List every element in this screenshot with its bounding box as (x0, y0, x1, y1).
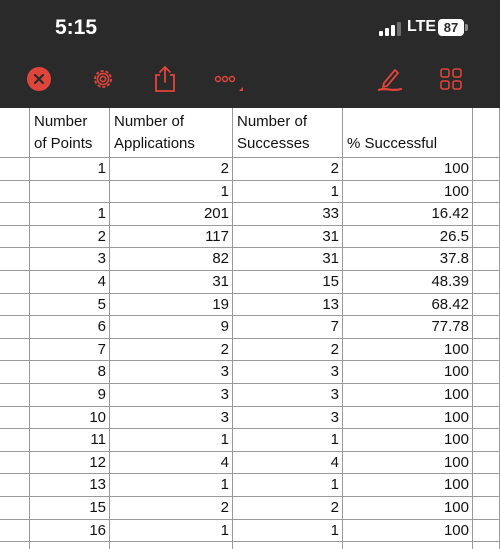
row-header-cell[interactable] (0, 316, 30, 339)
table-cell[interactable]: 13 (233, 294, 343, 317)
row-header-cell[interactable] (0, 497, 30, 520)
table-cell[interactable]: 31 (233, 226, 343, 249)
table-cell[interactable]: 31 (233, 248, 343, 271)
table-cell[interactable]: 8 (30, 361, 110, 384)
empty-cell[interactable] (473, 203, 500, 226)
table-cell[interactable]: 13 (30, 474, 110, 497)
row-header-cell[interactable] (0, 226, 30, 249)
table-cell[interactable]: 5 (30, 294, 110, 317)
row-header-cell[interactable] (0, 203, 30, 226)
table-cell[interactable]: 3 (30, 248, 110, 271)
table-cell[interactable]: 1 (30, 158, 110, 181)
table-cell[interactable]: 77.78 (343, 316, 473, 339)
table-cell[interactable]: 2 (110, 497, 233, 520)
table-cell[interactable]: 3 (233, 384, 343, 407)
empty-cell[interactable] (473, 361, 500, 384)
empty-cell[interactable] (473, 474, 500, 497)
table-cell[interactable] (30, 542, 110, 549)
row-header-cell[interactable] (0, 384, 30, 407)
table-cell[interactable]: 9 (30, 384, 110, 407)
empty-cell[interactable] (473, 271, 500, 294)
table-cell[interactable]: 1 (110, 181, 233, 204)
table-cell[interactable]: 3 (110, 361, 233, 384)
network-label: LTE (407, 18, 437, 35)
column-header-line: Number of (114, 113, 185, 130)
battery-tip (465, 24, 468, 31)
close-button[interactable] (24, 64, 54, 94)
table-cell[interactable]: 2 (30, 226, 110, 249)
table-cell[interactable]: 4 (110, 452, 233, 475)
column-header[interactable] (233, 108, 343, 158)
close-icon (26, 66, 52, 92)
table-cell[interactable]: 1 (30, 203, 110, 226)
row-header-cell[interactable] (0, 248, 30, 271)
table-cell[interactable] (110, 542, 233, 549)
row-header-cell[interactable] (0, 361, 30, 384)
table-cell[interactable]: 117 (110, 226, 233, 249)
table-cell[interactable]: 100 (343, 497, 473, 520)
empty-cell[interactable] (473, 226, 500, 249)
table-cell[interactable] (343, 542, 473, 549)
table-cell[interactable]: 7 (233, 316, 343, 339)
empty-cell[interactable] (473, 181, 500, 204)
row-header-cell[interactable] (0, 474, 30, 497)
annotate-button[interactable] (375, 64, 405, 94)
table-cell[interactable]: 2 (233, 158, 343, 181)
row-header-cell[interactable] (0, 407, 30, 430)
row-header-cell[interactable] (0, 452, 30, 475)
column-header-line: of Points (34, 135, 93, 152)
table-cell[interactable]: 15 (30, 497, 110, 520)
column-header-line: Number of (237, 113, 308, 130)
table-cell[interactable]: 1 (233, 181, 343, 204)
spreadsheet-table[interactable] (0, 108, 500, 549)
table-cell[interactable]: 1 (233, 520, 343, 543)
table-cell[interactable]: 3 (233, 361, 343, 384)
table-cell[interactable]: 9 (110, 316, 233, 339)
table-cell[interactable] (30, 181, 110, 204)
signal-icon (379, 20, 401, 36)
column-header[interactable] (343, 108, 473, 158)
grid-icon (438, 66, 464, 92)
table-cell[interactable]: 48.39 (343, 271, 473, 294)
table-cell[interactable]: 100 (343, 520, 473, 543)
empty-cell[interactable] (473, 452, 500, 475)
empty-cell[interactable] (473, 248, 500, 271)
table-cell[interactable]: 2 (110, 339, 233, 362)
share-icon (152, 65, 178, 93)
table-cell[interactable]: 19 (110, 294, 233, 317)
empty-cell[interactable] (473, 384, 500, 407)
empty-cell[interactable] (473, 158, 500, 181)
row-header-cell[interactable] (0, 271, 30, 294)
table-cell[interactable]: 2 (233, 497, 343, 520)
empty-cell[interactable] (473, 108, 500, 158)
row-header-cell[interactable] (0, 520, 30, 543)
table-cell[interactable]: 16 (30, 520, 110, 543)
table-cell[interactable]: 100 (343, 181, 473, 204)
row-header-cell[interactable] (0, 158, 30, 181)
table-cell[interactable]: 68.42 (343, 294, 473, 317)
table-cell[interactable]: 1 (233, 474, 343, 497)
row-header-cell[interactable] (0, 339, 30, 362)
table-cell[interactable]: 2 (110, 158, 233, 181)
table-cell[interactable]: 2 (233, 339, 343, 362)
table-cell[interactable]: 11 (30, 429, 110, 452)
table-cell[interactable]: 31 (110, 271, 233, 294)
empty-cell[interactable] (473, 497, 500, 520)
table-cell[interactable]: 37.8 (343, 248, 473, 271)
table-cell[interactable]: 100 (343, 339, 473, 362)
table-cell[interactable]: 10 (30, 407, 110, 430)
table-cell[interactable]: 100 (343, 474, 473, 497)
empty-cell[interactable] (473, 520, 500, 543)
table-cell[interactable]: 26.5 (343, 226, 473, 249)
battery-icon: 87 (438, 19, 464, 36)
more-icon (212, 64, 246, 94)
column-header[interactable] (110, 108, 233, 158)
table-cell[interactable]: 100 (343, 384, 473, 407)
row-header-cell[interactable] (0, 294, 30, 317)
table-cell[interactable]: 100 (343, 158, 473, 181)
table-cell[interactable]: 1 (110, 429, 233, 452)
empty-cell[interactable] (473, 407, 500, 430)
column-header-line (347, 111, 472, 133)
table-cell[interactable]: 3 (233, 407, 343, 430)
empty-cell[interactable] (473, 339, 500, 362)
table-cell[interactable]: 100 (343, 429, 473, 452)
gear-icon (90, 66, 116, 92)
share-button[interactable] (150, 64, 180, 94)
column-header-line: Successes (237, 135, 310, 152)
table-cell[interactable]: 1 (233, 429, 343, 452)
table-cell[interactable]: 6 (30, 316, 110, 339)
empty-cell[interactable] (473, 542, 500, 549)
table-cell[interactable] (233, 542, 343, 549)
table-cell[interactable]: 201 (110, 203, 233, 226)
more-button[interactable] (212, 64, 246, 94)
top-bar (0, 0, 500, 108)
table-cell[interactable]: 100 (343, 452, 473, 475)
status-time: 5:15 (55, 16, 98, 39)
empty-cell[interactable] (473, 316, 500, 339)
row-header-cell[interactable] (0, 108, 30, 158)
table-cell[interactable]: 82 (110, 248, 233, 271)
column-header[interactable] (30, 108, 110, 158)
empty-cell[interactable] (473, 429, 500, 452)
table-cell[interactable]: 12 (30, 452, 110, 475)
table-cell[interactable]: 33 (233, 203, 343, 226)
table-cell[interactable]: 100 (343, 407, 473, 430)
empty-cell[interactable] (473, 294, 500, 317)
table-cell[interactable]: 7 (30, 339, 110, 362)
table-cell[interactable]: 3 (110, 407, 233, 430)
pen-icon (376, 65, 404, 93)
table-cell[interactable]: 15 (233, 271, 343, 294)
table-cell[interactable]: 100 (343, 361, 473, 384)
row-header-cell[interactable] (0, 429, 30, 452)
table-cell[interactable]: 3 (110, 384, 233, 407)
table-cell[interactable]: 16.42 (343, 203, 473, 226)
table-cell[interactable]: 1 (110, 474, 233, 497)
row-header-cell[interactable] (0, 542, 30, 549)
table-cell[interactable]: 1 (110, 520, 233, 543)
column-header-line: Applications (114, 135, 195, 152)
grid-view-button[interactable] (436, 64, 466, 94)
table-cell[interactable]: 4 (30, 271, 110, 294)
column-header-line: % Successful (347, 135, 438, 152)
column-header-line: Number (34, 113, 88, 130)
settings-button[interactable] (88, 64, 118, 94)
row-header-cell[interactable] (0, 181, 30, 204)
table-cell[interactable]: 4 (233, 452, 343, 475)
